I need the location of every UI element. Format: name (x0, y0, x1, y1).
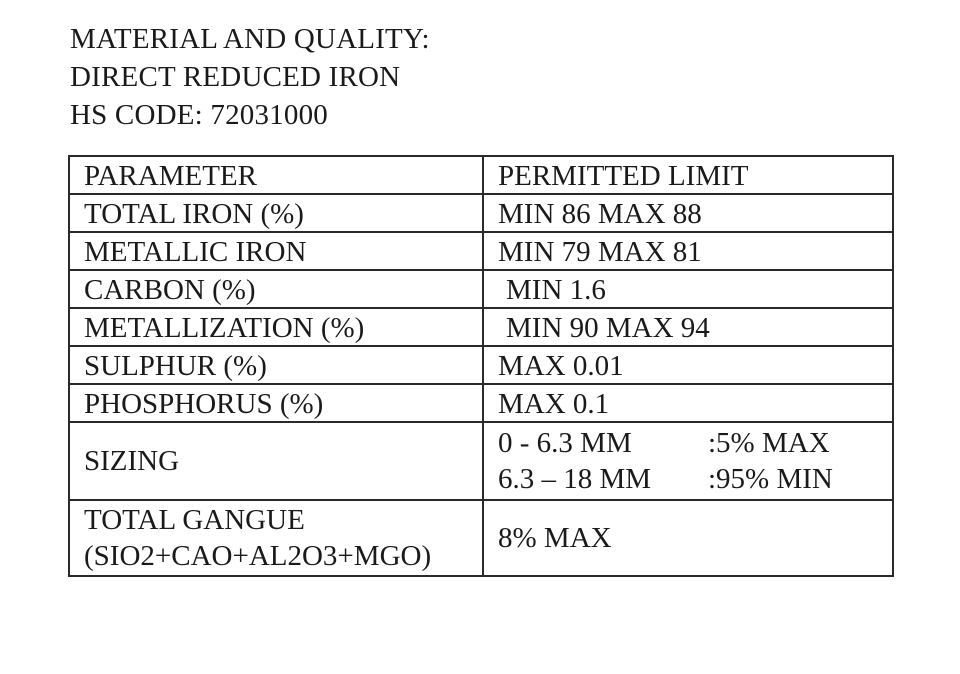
parameter-cell: TOTAL IRON (%) (69, 194, 483, 232)
gangue-label-line2: (SIO2+CAO+AL2O3+MGO) (84, 540, 432, 572)
sizing-line (498, 461, 892, 497)
gangue-label-line1: TOTAL GANGUE (84, 504, 305, 536)
parameter-cell: PHOSPHORUS (%) (69, 384, 483, 422)
hs-code: HS CODE: 72031000 (70, 99, 328, 131)
table-row (69, 232, 893, 270)
specification-table (68, 155, 894, 577)
limit-cell: MAX 0.01 (483, 346, 893, 384)
sizing-limit: :95% MIN (708, 463, 833, 495)
sizing-limit: :5% MAX (708, 427, 830, 459)
column-header-limit: PERMITTED LIMIT (483, 156, 893, 194)
limit-cell: MAX 0.1 (483, 384, 893, 422)
parameter-cell: CARBON (%) (69, 270, 483, 308)
parameter-cell (69, 500, 483, 576)
parameter-cell: METALLIC IRON (69, 232, 483, 270)
table-row (69, 308, 893, 346)
table-row (69, 194, 893, 232)
material-name: DIRECT REDUCED IRON (70, 61, 401, 93)
table-row-gangue (69, 500, 893, 576)
document-header (70, 20, 430, 134)
table-row (69, 384, 893, 422)
limit-cell: MIN 79 MAX 81 (483, 232, 893, 270)
table-row (69, 346, 893, 384)
parameter-cell: SIZING (69, 422, 483, 500)
parameter-cell: SULPHUR (%) (69, 346, 483, 384)
sizing-limit-cell (483, 422, 893, 500)
table-row (69, 270, 893, 308)
sizing-line (498, 425, 892, 461)
limit-cell: 8% MAX (483, 500, 893, 576)
limit-cell: MIN 90 MAX 94 (483, 308, 893, 346)
limit-cell: MIN 86 MAX 88 (483, 194, 893, 232)
limit-cell: MIN 1.6 (483, 270, 893, 308)
table-header-row (69, 156, 893, 194)
table-row-sizing (69, 422, 893, 500)
parameter-cell: METALLIZATION (%) (69, 308, 483, 346)
sizing-range: 6.3 – 18 MM (498, 463, 652, 495)
sizing-range: 0 - 6.3 MM (498, 427, 632, 459)
column-header-parameter: PARAMETER (69, 156, 483, 194)
material-quality-heading: MATERIAL AND QUALITY: (70, 23, 430, 55)
